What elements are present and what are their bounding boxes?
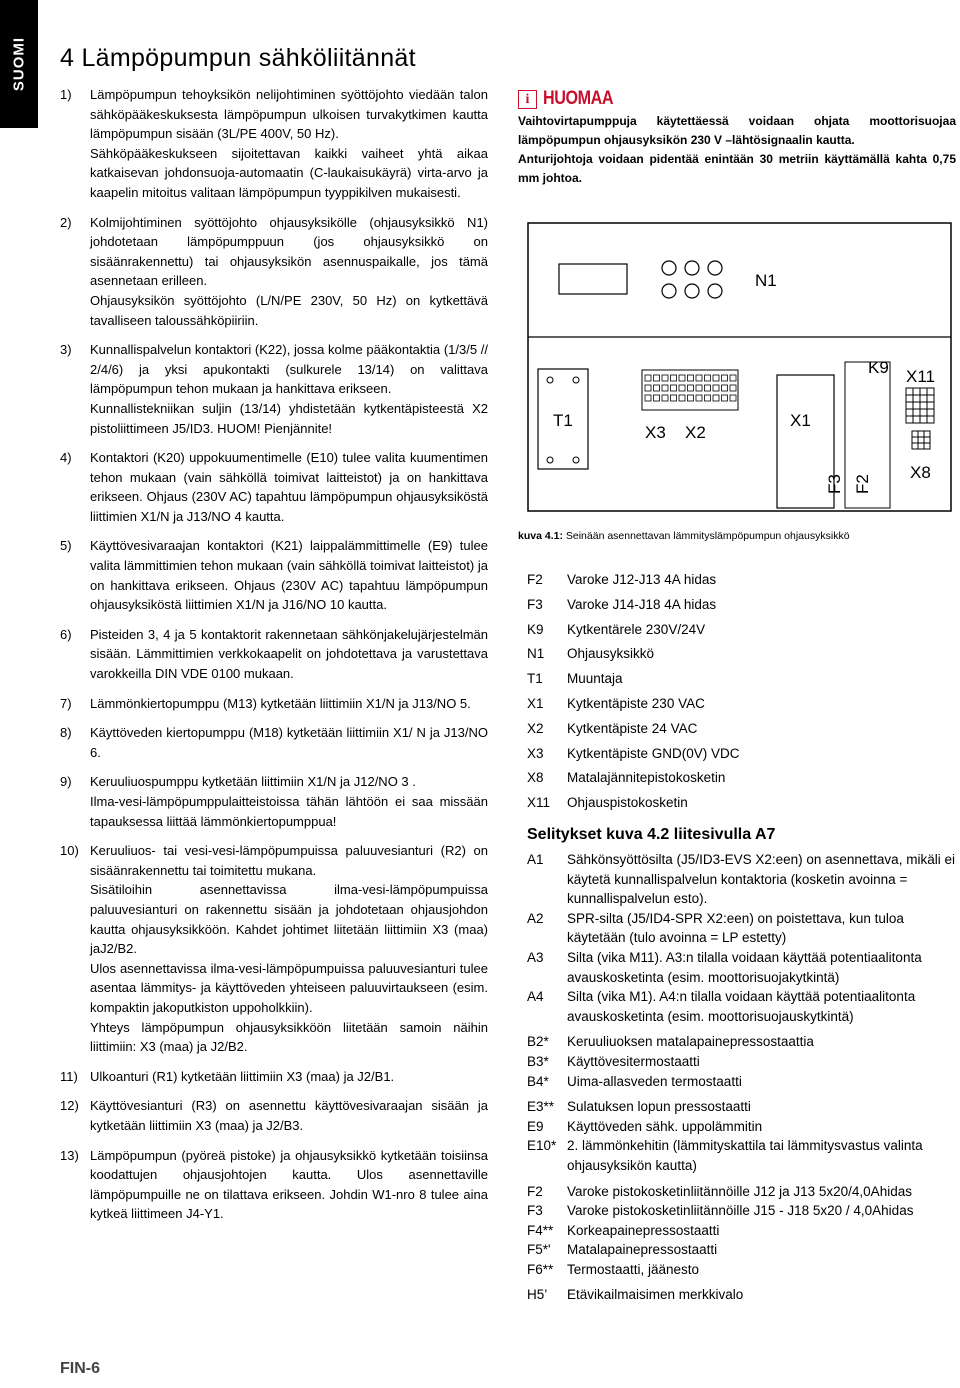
- instruction-item: [60, 85, 488, 203]
- note-text-1: Vaihtovirtapumppuja käytettäessä voidaan ohjata moottorisuojaa lämpöpumpun ohjausyksikön 230 V –lähtösignaalin kautta.: [518, 114, 956, 147]
- connector-pin: [927, 395, 934, 402]
- connector-pin: [912, 443, 918, 449]
- terminal-screw: [730, 385, 736, 391]
- explanation-text: Silta (vika M11). A3:n tilalla voidaan käyttää potentiaalitonta avauskosketinta (esim. moottorisuojakytkintä): [567, 949, 922, 985]
- legend-text: Ohjauspistokosketin: [567, 795, 688, 811]
- item-number: 4): [60, 450, 72, 466]
- terminal-screw: [671, 375, 677, 381]
- instruction-item: [60, 340, 488, 438]
- terminal-screw: [688, 375, 694, 381]
- item-paragraph: Käyttöveden kiertopumppu (M18) kytketään liittimiin X1/ N ja J13/NO 6.: [90, 725, 488, 760]
- item-number: 1): [60, 87, 72, 102]
- item-number: 5): [60, 538, 72, 554]
- explanation-row: [527, 1072, 957, 1092]
- explanation-text: Etävikailmaisimen merkkivalo: [567, 1287, 744, 1303]
- explanation-code: E3**: [527, 1099, 555, 1115]
- connector-pin: [913, 388, 920, 395]
- explanation-row: [527, 1221, 957, 1241]
- item-paragraph: Sisätiloihin asennettavissa ilma-vesi-lämpöpumpuissa paluuvesianturi on rakennettu sisään ja johdotetaan ohjausjohdon kautta ohjausyksikköön. Kahdet johtimet liitetään liittimiin X3 (maa) jaJ2/B2.: [90, 882, 488, 957]
- legend-row: [527, 717, 952, 742]
- connector-pin: [918, 437, 924, 443]
- legend-text: Matalajännitepistokosketin: [567, 770, 726, 786]
- connector-pin: [906, 388, 913, 395]
- item-paragraph: Lämmönkiertopumppu (M13) kytketään liittimiin X1/N ja J13/NO 5.: [90, 695, 471, 711]
- control-buttons: [662, 261, 722, 298]
- label-f2: F2: [853, 474, 872, 494]
- item-number: 11): [60, 1068, 78, 1084]
- terminal-screw: [662, 375, 668, 381]
- legend-row: [527, 568, 952, 593]
- connector-pin: [924, 437, 930, 443]
- item-paragraph: Yhteys lämpöpumpun ohjausyksikköön liitetään samoin näihin liittimiin: X3 (maa) ja J2/B2.: [90, 1019, 488, 1055]
- explanation-code: F5*': [527, 1242, 551, 1258]
- instruction-item: [60, 1146, 488, 1224]
- explanation-code: A2: [527, 910, 544, 926]
- explanation-text: Keruuliuoksen matalapainepressostaattia: [567, 1034, 814, 1050]
- explanation-row: [527, 987, 957, 1026]
- connector-pin: [920, 416, 927, 423]
- legend-code: X1: [527, 695, 544, 711]
- note-title: HUOMAA: [543, 88, 614, 109]
- item-paragraph: Kolmijohtiminen syöttöjohto ohjausyksikölle (ohjausyksikkö N1) johdotetaan lämpöpumppuun (jos ohjausyksikkö on sisäänrakennettu) tai ohjausyksikön asennuspaikalle, jos tämä asennetaan erilleen.: [90, 214, 488, 289]
- connector-pin: [906, 409, 913, 416]
- connector-pin: [920, 388, 927, 395]
- explanation-text: Sulatuksen lopun pressostaatti: [567, 1099, 751, 1115]
- display-screen: [559, 264, 627, 294]
- explanation-text: 2. lämmönkehitin (lämmityskattila tai lämmitysvastus valinta ohjausyksikön kautta): [567, 1138, 923, 1173]
- item-paragraph: Ilma-vesi-lämpöpumppulaitteistoissa tähän lähtöön ei saa missään tapauksessa liittää lämmönkiertopumppua!: [90, 794, 488, 829]
- terminal-block-x3-x2: [642, 370, 738, 410]
- label-t1: T1: [553, 411, 573, 430]
- terminal-screw: [713, 375, 719, 381]
- item-paragraph: Ohjausyksikön syöttöjohto (L/N/PE 230V, 50 Hz) on kytkettävä tavalliseen taloussähköpiiriin.: [90, 292, 488, 328]
- terminal-screw: [645, 375, 651, 381]
- caption-label: kuva 4.1:: [518, 530, 563, 542]
- legend-text: Kytkentärele 230V/24V: [567, 621, 706, 637]
- item-number: 3): [60, 342, 72, 358]
- explanation-row: [527, 1182, 957, 1202]
- terminal-screw: [688, 395, 694, 401]
- item-paragraph: Lämpöpumpun (pyöreä pistoke) ja ohjausyksikkö kytketään toisiinsa koodattujen ohjausjohtojen kautta. Ulos asennettaville lämpöpumpuille ne on tilattava erikseen. Johdin W1-nro 8 tulee aina kytkeä liittimeen J4-Y1.: [90, 1147, 488, 1222]
- legend-text: Kytkentäpiste GND(0V) VDC: [567, 745, 740, 761]
- explanation-text: Käyttöveden sähk. uppolämmitin: [567, 1118, 763, 1134]
- connector-pin: [918, 443, 924, 449]
- label-n1: N1: [755, 271, 777, 290]
- instruction-item: [60, 841, 488, 1057]
- item-number: 12): [60, 1098, 79, 1114]
- instruction-item: [60, 772, 488, 831]
- label-f3: F3: [825, 474, 844, 494]
- explanation-row: [527, 850, 957, 909]
- terminal-screw: [722, 375, 728, 381]
- legend-text: Varoke J12-J13 4A hidas: [567, 572, 717, 587]
- legend-row: [527, 766, 952, 791]
- explanation-code: A1: [527, 852, 544, 867]
- explanation-row: [527, 1032, 957, 1052]
- item-paragraph: Sähköpääkeskukseen sijoitettavan kaikki vaiheet yhtä aikaa katkaisevan johdonsuoja-automaatin (C-laukaisukäyrä) virta-arvo ja kaapelin mitoitus valitaan lämpöpumpun tyyppikilven mukaisesti.: [90, 145, 488, 200]
- explanation-code: F3: [527, 1203, 543, 1219]
- terminal-screw: [654, 395, 660, 401]
- terminal-screw: [654, 385, 660, 391]
- terminal-screw: [671, 385, 677, 391]
- instruction-item: [60, 1067, 488, 1087]
- language-tab: [0, 0, 38, 128]
- explanation-text: Termostaatti, jäänesto: [567, 1261, 700, 1277]
- legend-code: X2: [527, 720, 544, 736]
- section-title: 4 Lämpöpumpun sähköliitännät: [60, 44, 416, 72]
- terminal-screw: [713, 385, 719, 391]
- legend-heading: Selitykset kuva 4.2 liitesivulla A7: [527, 826, 776, 843]
- explanation-code: B4*: [527, 1073, 549, 1089]
- legend-code: T1: [527, 671, 543, 687]
- language-tab-label: SUOMI: [10, 36, 28, 92]
- connector-pin: [927, 416, 934, 423]
- legend-code: N1: [527, 646, 545, 662]
- item-paragraph: Keruuliuospumppu kytketään liittimiin X1/N ja J12/NO 3 .: [90, 774, 416, 790]
- explanation-text: Sähkönsyöttösilta (J5/ID3-EVS X2:een) on asennettava, mikäli ei käytetä kunnallispalvelun kontaktoria (kosketin avoinna = kunnallispalvelun esto).: [567, 852, 955, 907]
- item-number: 6): [60, 626, 72, 642]
- connector-pin: [924, 443, 930, 449]
- legend-row: [527, 642, 952, 667]
- explanation-text: Varoke pistokosketinliitännöille J12 ja J13 5x20/4,0Ahidas: [567, 1183, 912, 1199]
- explanations-list: [527, 850, 957, 1305]
- instruction-item: [60, 1096, 488, 1135]
- item-paragraph: Lämpöpumpun tehoyksikön nelijohtiminen syöttöjohto viedään talon sähköpääkeskuksesta lämpöpumpun ulkoisen turvakytkimen kautta lämpöpumpun sisään (3L/PE 400V, 50 Hz).: [90, 87, 488, 142]
- explanation-text: Matalapainepressostaatti: [567, 1242, 718, 1258]
- explanation-row: [527, 948, 957, 987]
- legend-row: [527, 593, 952, 618]
- explanation-text: Korkeapainepressostaatti: [567, 1222, 720, 1238]
- connector-pin: [912, 437, 918, 443]
- legend-text: Varoke J14-J18 4A hidas: [567, 596, 717, 612]
- connector-pin: [906, 395, 913, 402]
- terminal-screw: [679, 395, 685, 401]
- item-paragraph: Ulkoanturi (R1) kytketään liittimiin X3 (maa) ja J2/B1.: [90, 1068, 395, 1084]
- terminal-screw: [705, 395, 711, 401]
- explanation-row: [527, 1260, 957, 1280]
- connector-pin: [913, 416, 920, 423]
- label-x8: X8: [910, 463, 931, 482]
- explanation-row: [527, 1052, 957, 1072]
- caption-text: Seinään asennettavan lämmityslämpöpumpun ohjausyksikkö: [565, 530, 850, 542]
- explanation-code: F4**: [527, 1222, 554, 1238]
- terminal-screw: [662, 395, 668, 401]
- figure-caption: [518, 530, 956, 542]
- legend-code: X11: [527, 795, 551, 811]
- connector-pin: [906, 416, 913, 423]
- terminal-screw: [679, 385, 685, 391]
- control-unit-diagram: [527, 222, 952, 512]
- explanation-row: [527, 1240, 957, 1260]
- legend-row: [527, 667, 952, 692]
- legend-text: Ohjausyksikkö: [567, 646, 655, 662]
- label-x3: X3: [645, 423, 666, 442]
- instruction-item: [60, 213, 488, 331]
- legend-text: Kytkentäpiste 230 VAC: [567, 695, 705, 711]
- note-box: [518, 88, 956, 188]
- item-number: 9): [60, 774, 72, 790]
- explanation-code: F2: [527, 1183, 543, 1199]
- explanation-row: [527, 1201, 957, 1221]
- connector-pin: [924, 431, 930, 437]
- item-number: 2): [60, 214, 72, 230]
- explanation-row: [527, 1097, 957, 1117]
- instruction-item: [60, 536, 488, 614]
- terminal-screw: [730, 375, 736, 381]
- explanation-text: Varoke pistokosketinliitännöille J15 - J18 5x20 / 4,0Ahidas: [567, 1203, 914, 1219]
- terminal-screw: [688, 385, 694, 391]
- explanation-row: [527, 1136, 957, 1175]
- explanation-code: A4: [527, 989, 544, 1005]
- legend-code: X8: [527, 770, 544, 786]
- connector-pin: [920, 402, 927, 409]
- item-number: 13): [60, 1147, 79, 1163]
- explanation-code: H5’: [527, 1287, 548, 1303]
- connector-pin: [912, 431, 918, 437]
- page-number: FIN-6: [60, 1360, 100, 1377]
- legend-code: F2: [527, 572, 543, 587]
- connector-pin: [913, 409, 920, 416]
- terminal-screw: [679, 375, 685, 381]
- legend-row: [527, 618, 952, 643]
- instruction-item: [60, 625, 488, 684]
- terminal-screw: [730, 395, 736, 401]
- connector-pin: [927, 409, 934, 416]
- info-icon: i: [518, 90, 537, 109]
- terminal-screw: [662, 385, 668, 391]
- explanation-code: B3*: [527, 1053, 549, 1069]
- terminal-screw: [722, 395, 728, 401]
- explanation-code: F6**: [527, 1261, 554, 1277]
- item-number: 10): [60, 843, 79, 859]
- label-x1: X1: [790, 411, 811, 430]
- terminal-screw: [713, 395, 719, 401]
- terminal-screw: [671, 395, 677, 401]
- label-x2: X2: [685, 423, 706, 442]
- legend-row: [527, 742, 952, 767]
- legend-text: Muuntaja: [567, 671, 623, 687]
- note-text-2: Anturijohtoja voidaan pidentää enintään 30 metriin käyttämällä kahta 0,75 mm johtoa.: [518, 152, 956, 185]
- label-x11: X11: [906, 367, 935, 386]
- terminal-screw: [645, 395, 651, 401]
- explanation-code: A3: [527, 949, 544, 965]
- instruction-item: [60, 723, 488, 762]
- legend-row: [527, 692, 952, 717]
- connector-pin: [920, 395, 927, 402]
- instruction-item: [60, 448, 488, 526]
- connector-pin: [913, 395, 920, 402]
- legend-code: F3: [527, 596, 543, 612]
- item-paragraph: Käyttövesivaraajan kontaktori (K21) laippalämmittimelle (E9) tulee valita lämmittimien tehon mukaan (vain sähköllä toimivat laitteistot) ja on hankittava erikseen. Ohjaus (230V AC) tapahtuu lämpöpumpun ohjausyksiköstä liittimien X1/N ja J16/NO 10 kautta.: [90, 538, 488, 613]
- installation-instructions: [60, 85, 488, 1234]
- explanation-code: E10*: [527, 1138, 557, 1154]
- terminal-screw: [705, 375, 711, 381]
- terminal-screw: [645, 385, 651, 391]
- terminal-screw: [705, 385, 711, 391]
- component-legend: [527, 568, 952, 816]
- terminal-screw: [696, 395, 702, 401]
- legend-code: X3: [527, 745, 544, 761]
- connector-pin: [918, 431, 924, 437]
- item-paragraph: Kunnallistekniikan suljin (13/14) yhdistetään kytkentäpisteestä X2 pistoliittimeen J5/ID3. HUOM! Pienjännite!: [90, 400, 488, 436]
- item-paragraph: Keruuliuos- tai vesi-vesi-lämpöpumpuissa paluuvesianturi (R2) on sisäänrakennettu tai toimitettu mukana.: [90, 843, 488, 878]
- legend-row: [527, 791, 952, 816]
- explanation-row: [527, 909, 957, 948]
- terminal-screw: [722, 385, 728, 391]
- label-k9: K9: [868, 358, 889, 377]
- item-number: 8): [60, 725, 72, 741]
- legend-code: K9: [527, 621, 544, 637]
- legend-text: Kytkentäpiste 24 VAC: [567, 720, 698, 736]
- explanation-row: [527, 1285, 957, 1305]
- connector-pin: [927, 388, 934, 395]
- connector-pin: [920, 409, 927, 416]
- item-paragraph: Käyttövesianturi (R3) on asennettu käyttövesivaraajan sisään ja kytketään liittimiin X3 (maa) ja J2/B3.: [90, 1098, 488, 1133]
- explanation-text: Käyttövesitermostaatti: [567, 1053, 700, 1069]
- explanation-text: SPR-silta (J5/ID4-SPR X2:een) on poistettava, kun tuloa käytetään (tulo avoinna = LP estetty): [567, 910, 904, 946]
- explanation-text: Silta (vika M1). A4:n tilalla voidaan käyttää potentiaalitonta avauskosketinta (esim. moottorisuojauskytkintä): [567, 989, 916, 1024]
- connector-pin: [913, 402, 920, 409]
- connector-pin: [906, 402, 913, 409]
- explanation-text: Uima-allasveden termostaatti: [567, 1073, 742, 1089]
- item-paragraph: Pisteiden 3, 4 ja 5 kontaktorit rakennetaan sähkönjakelujärjestelmän sisään. Lämmittimien verkkokaapelit on johdotettava ja varustettava varokkeilla DIN VDE 0100 mukaan.: [90, 626, 488, 682]
- instruction-item: [60, 694, 488, 714]
- terminal-screw: [654, 375, 660, 381]
- connector-pin: [927, 402, 934, 409]
- explanation-code: B2*: [527, 1034, 549, 1050]
- terminal-screw: [696, 375, 702, 381]
- explanation-row: [527, 1117, 957, 1137]
- terminal-screw: [696, 385, 702, 391]
- item-paragraph: Ulos asennettavissa ilma-vesi-lämpöpumpuissa paluuvesianturi tulee asentaa lämmitys- ja käyttöveden yhteiseen paluuvirtaukseen (esim. kompaktin jakoputkiston uppoholkkiin).: [90, 960, 488, 1015]
- item-paragraph: Kunnallispalvelun kontaktori (K22), jossa kolme pääkontaktia (1/3/5 // 2/4/6) ja yksi apukontakti (sulkurele 13/14) on valittava lämpöpumpun tehon mukaan ja hankittava erikseen.: [90, 342, 488, 397]
- explanation-code: E9: [527, 1118, 544, 1134]
- item-number: 7): [60, 695, 72, 711]
- item-paragraph: Kontaktori (K20) uppokuumentimelle (E10) tulee valita kuumentimen tehon mukaan (vain sähköllä toimivat laitteistot) ja on hankittava erikseen. Ohjaus (230V AC) tapahtuu lämpöpumpun ohjausyksiköstä liittimien X1/N ja J13/NO 4 kautta.: [90, 450, 488, 524]
